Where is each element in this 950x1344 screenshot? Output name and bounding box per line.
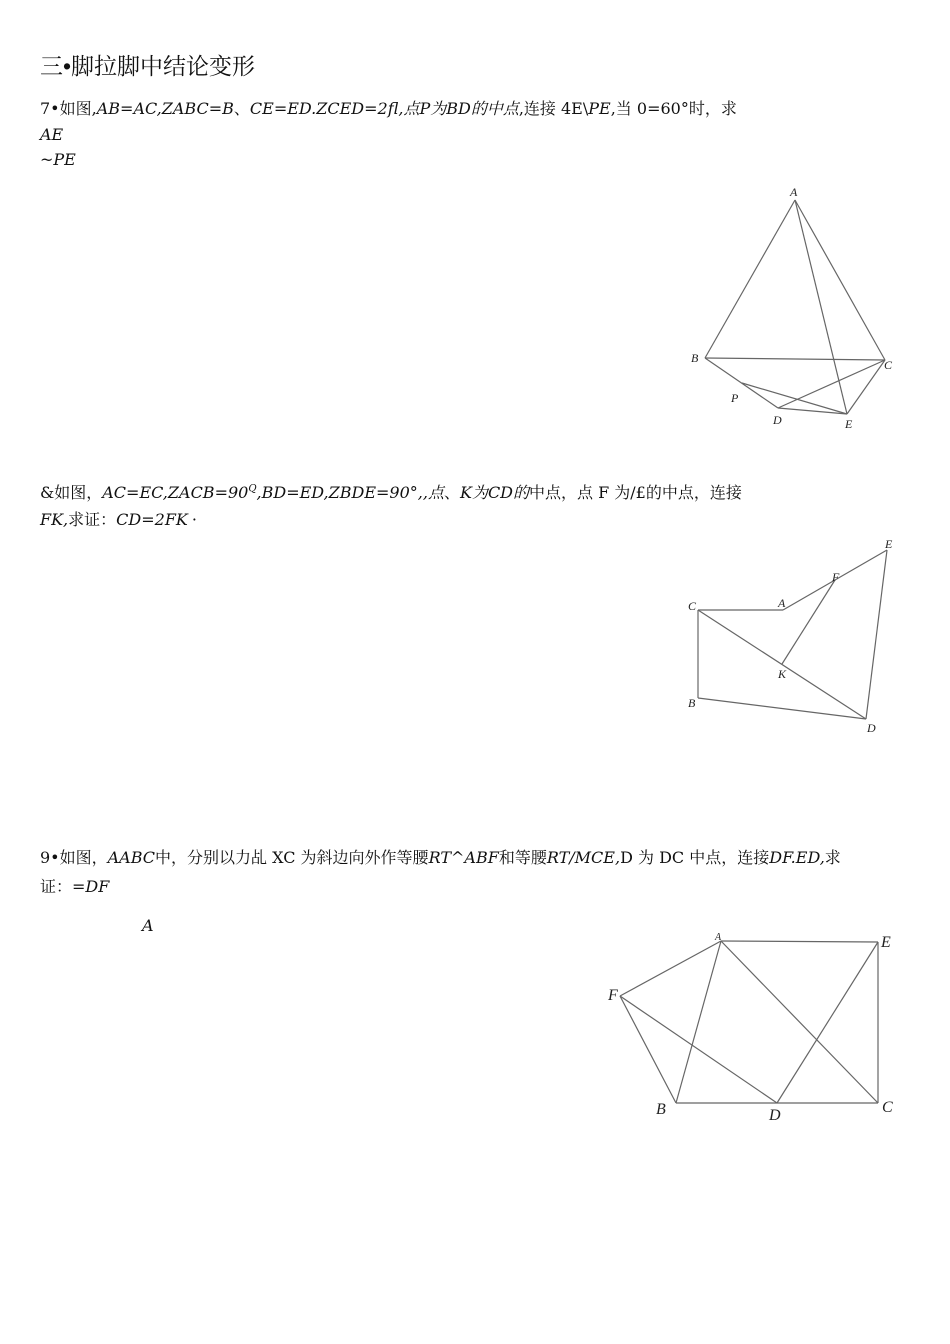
section-title: 三•脚拉脚中结论变形 xyxy=(40,54,256,80)
seg-AB xyxy=(676,941,721,1103)
problem8-line2c: CD=2FK xyxy=(116,510,188,529)
problem7-part2: 、 xyxy=(233,99,250,118)
label-A: A xyxy=(790,185,798,199)
label-F: F xyxy=(608,987,618,1004)
problem9-stray-label: A xyxy=(142,916,154,935)
problem7-part1: AB=AC,ZABC=B xyxy=(96,99,234,118)
problem8-statement-line2 xyxy=(40,507,197,530)
problem9-part1: AABC xyxy=(107,848,156,867)
problem8-figure xyxy=(680,535,910,740)
label-B: B xyxy=(688,696,696,710)
problem9-part5: RT/MCE, xyxy=(546,848,621,867)
problem7-part3: CE=ED.ZCED=2fl,点P为BD的中点 xyxy=(249,99,519,118)
problem8-part1: AC=EC,ZACB=90 xyxy=(102,483,249,502)
seg-KF xyxy=(782,580,835,664)
label-D: D xyxy=(773,413,782,427)
seg-AC xyxy=(721,941,878,1103)
label-K: K xyxy=(778,667,787,681)
label-A: A xyxy=(715,932,722,943)
problem7-part6: ,当 0=60°时，求 xyxy=(610,99,737,118)
label-C: C xyxy=(882,1099,893,1116)
problem7-part4: ,连接 4E\ xyxy=(518,99,589,118)
seg-DE xyxy=(777,942,878,1103)
seg-FD xyxy=(620,996,777,1103)
problem9-part2: 中，分别以力乩 XC 为斜边向外作等腰 xyxy=(155,848,429,867)
seg-AC xyxy=(795,200,885,360)
problem7-fraction-numerator: AE xyxy=(40,125,64,144)
problem7-part5: PE xyxy=(588,99,611,118)
label-E: E xyxy=(885,537,893,551)
seg-CD xyxy=(698,610,866,719)
label-D: D xyxy=(867,721,876,735)
problem9-lead: 9•如图， xyxy=(40,848,108,867)
problem8-part3: 、 xyxy=(443,483,460,502)
seg-CD xyxy=(778,360,885,408)
label-P: P xyxy=(731,391,739,405)
problem7-figure xyxy=(680,180,910,440)
seg-ED xyxy=(866,550,887,719)
problem7-statement xyxy=(40,96,737,119)
problem8-part5: 中点，点 F 为/£的中点，连接 xyxy=(529,483,742,502)
seg-BD xyxy=(705,358,778,408)
problem8-line2a: FK, xyxy=(40,510,69,529)
problem9-statement-line2 xyxy=(40,874,109,897)
seg-BC xyxy=(705,358,885,360)
label-F: F xyxy=(832,570,840,584)
problem7-fraction-denominator: ~PE xyxy=(40,150,76,169)
problem8-line2b: 求证： xyxy=(68,510,117,529)
problem9-part4: 和等腰 xyxy=(498,848,547,867)
label-B: B xyxy=(691,351,699,365)
problem9-part6: D 为 DC 中点，连接 xyxy=(620,848,770,867)
seg-AF xyxy=(620,941,721,996)
problem8-part2: ,BD=ED,ZBDE=90°,,点 xyxy=(256,483,444,502)
problem7-lead: 7•如图, xyxy=(40,99,97,118)
problem8-part4: K为CD的 xyxy=(459,483,530,502)
problem9-part3: RT^ABF xyxy=(428,848,499,867)
seg-BD xyxy=(698,698,866,719)
problem8-sup: Q xyxy=(248,483,257,495)
problem9-figure xyxy=(600,928,910,1128)
problem8-statement xyxy=(40,480,742,503)
seg-AE xyxy=(795,200,847,414)
problem9-part7: DF.ED, xyxy=(769,848,825,867)
seg-FB xyxy=(620,996,676,1103)
seg-AE xyxy=(721,941,878,942)
label-C: C xyxy=(884,358,893,372)
label-E: E xyxy=(845,417,853,431)
problem9-line2b: =DF xyxy=(72,877,110,896)
problem9-statement xyxy=(40,845,841,868)
label-C: C xyxy=(688,599,697,613)
label-E: E xyxy=(881,934,891,951)
label-B: B xyxy=(656,1101,666,1118)
seg-AB xyxy=(705,200,795,358)
label-D: D xyxy=(769,1107,781,1124)
problem9-line2a: 证： xyxy=(40,877,73,896)
problem8-line2d: · xyxy=(191,510,197,529)
problem9-part8: 求 xyxy=(824,848,841,867)
problem8-lead: &如图， xyxy=(40,483,103,502)
label-A: A xyxy=(778,596,786,610)
